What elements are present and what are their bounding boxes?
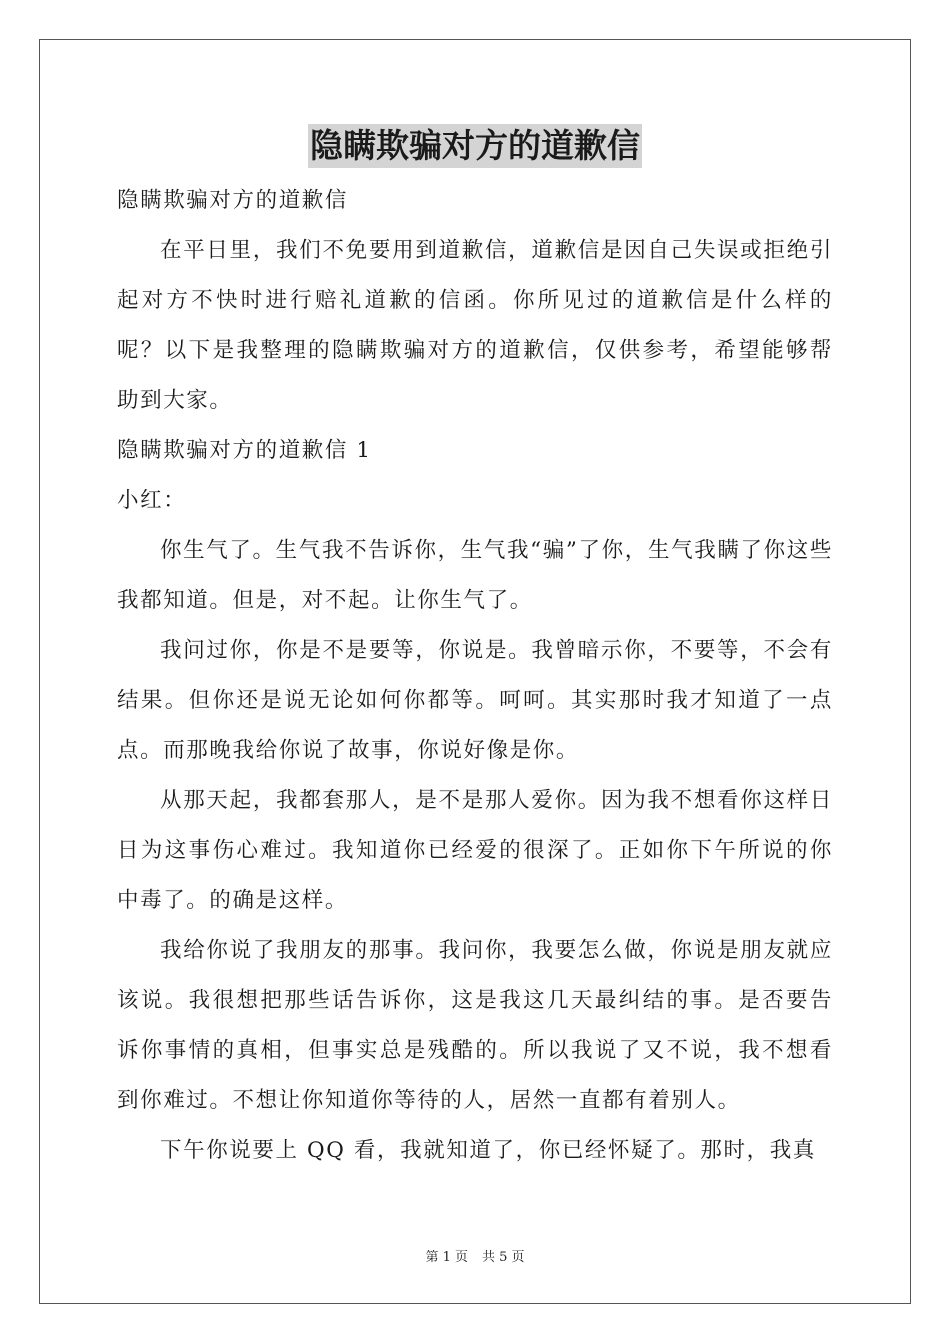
page-footer bbox=[0, 1246, 950, 1265]
paragraph: 我给你说了我朋友的那事。我问你，我要怎么做，你说是朋友就应该说。我很想把那些话告诉你，这是我这几天最纠结的事。是否要告诉你事情的真相，但事实总是残酷的。所以我说了又不说，我不想看到你难过。不想让你知道你等待的人，居然一直都有着别人。 bbox=[117, 938, 833, 1113]
title-container bbox=[0, 124, 950, 168]
paragraph: 我问过你，你是不是要等，你说是。我曾暗示你，不要等，不会有结果。但你还是说无论如何你都等。呵呵。其实那时我才知道了一点点。而那晚我给你说了故事，你说好像是你。 bbox=[117, 638, 833, 763]
page-number: 第 1 页 bbox=[425, 1250, 468, 1265]
section-heading: 隐瞒欺骗对方的道歉信 1 bbox=[117, 438, 372, 463]
salutation: 小红： bbox=[117, 488, 187, 513]
document-title: 隐瞒欺骗对方的道歉信 bbox=[308, 124, 642, 168]
paragraph: 隐瞒欺骗对方的道歉信 bbox=[117, 188, 349, 213]
paragraph: 下午你说要上 QQ 看，我就知道了，你已经怀疑了。那时，我真 bbox=[160, 1138, 816, 1163]
paragraph: 在平日里，我们不免要用到道歉信，道歉信是因自己失误或拒绝引起对方不快时进行赔礼道歉的信函。你所见过的道歉信是什么样的呢？以下是我整理的隐瞒欺骗对方的道歉信，仅供参考，希望能够帮助到大家。 bbox=[117, 238, 833, 413]
document-body bbox=[117, 176, 833, 1176]
paragraph: 从那天起，我都套那人，是不是那人爱你。因为我不想看你这样日日为这事伤心难过。我知道你已经爱的很深了。正如你下午所说的你中毒了。的确是这样。 bbox=[117, 788, 833, 913]
page-total: 共 5 页 bbox=[482, 1250, 525, 1265]
paragraph: 你生气了。生气我不告诉你，生气我“骗”了你，生气我瞒了你这些我都知道。但是，对不起。让你生气了。 bbox=[117, 538, 833, 613]
